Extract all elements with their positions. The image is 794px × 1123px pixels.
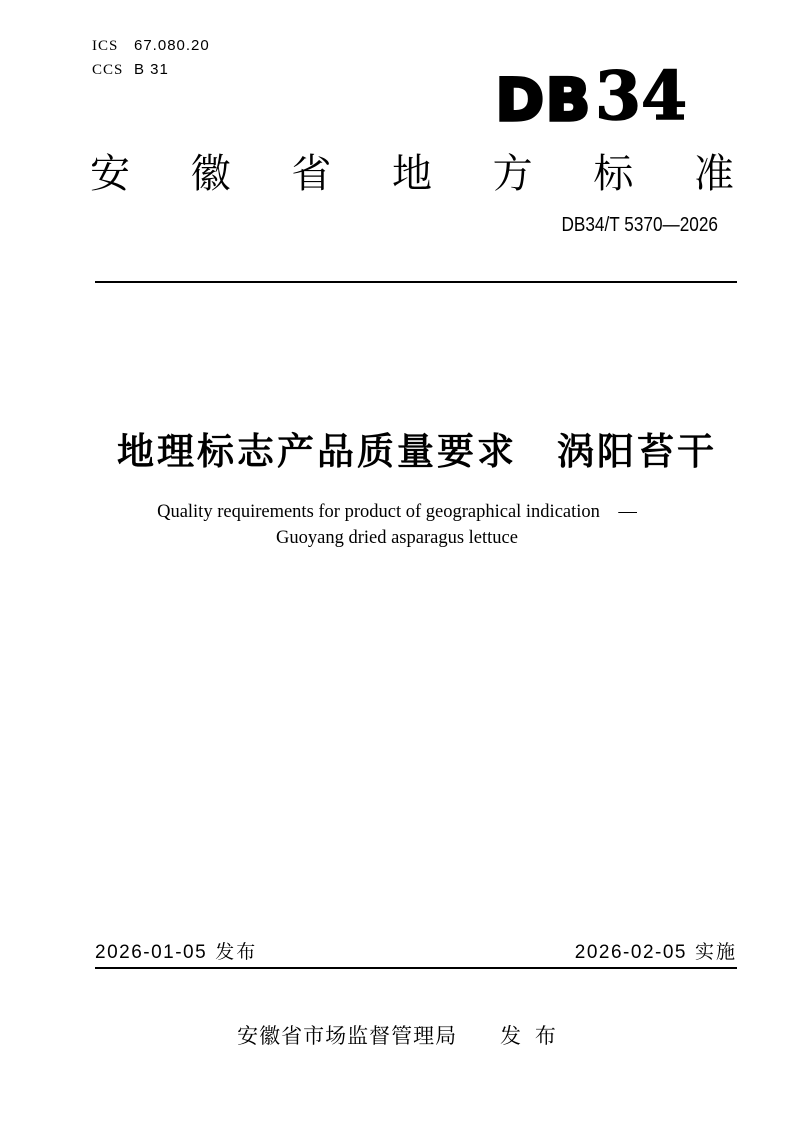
publisher-row [0,1024,794,1050]
standard-name-banner: 安徽省地方标准 [90,152,734,196]
title-en-line2: Guoyang dried asparagus lettuce [276,528,518,548]
ccs-code-row [92,58,210,82]
ics-label: ICS [92,38,119,54]
publish-label: 发 布 [500,1025,557,1048]
logo-region-number: 34 [595,57,687,135]
implement-date-group [575,941,737,965]
ics-code-row [92,34,210,58]
implement-date: 2026-02-05 [574,942,687,963]
implement-label: 实施 [694,942,737,963]
document-title-cn: 地理标志产品质量要求 涡阳苔干 [117,431,717,472]
logo-db-prefix: DB [495,66,593,134]
ics-code: 67.080.20 [134,37,210,54]
classification-block [92,34,210,82]
issue-label: 发布 [215,942,258,963]
document-title-en [10,499,784,551]
title-en-line1: Quality requirements for product of geographical indication — [157,502,637,522]
ccs-label: CCS [92,62,124,78]
ccs-code: B 31 [134,61,169,78]
issue-date: 2026-01-05 [95,942,208,963]
publisher-name: 安徽省市场监督管理局 [237,1025,458,1048]
dates-row [95,941,737,965]
footer-rule [95,967,737,969]
header-rule [95,281,737,283]
issue-date-group [95,941,257,965]
standard-number: DB34/T 5370—2026 [561,214,718,236]
db34-logo [495,57,687,135]
